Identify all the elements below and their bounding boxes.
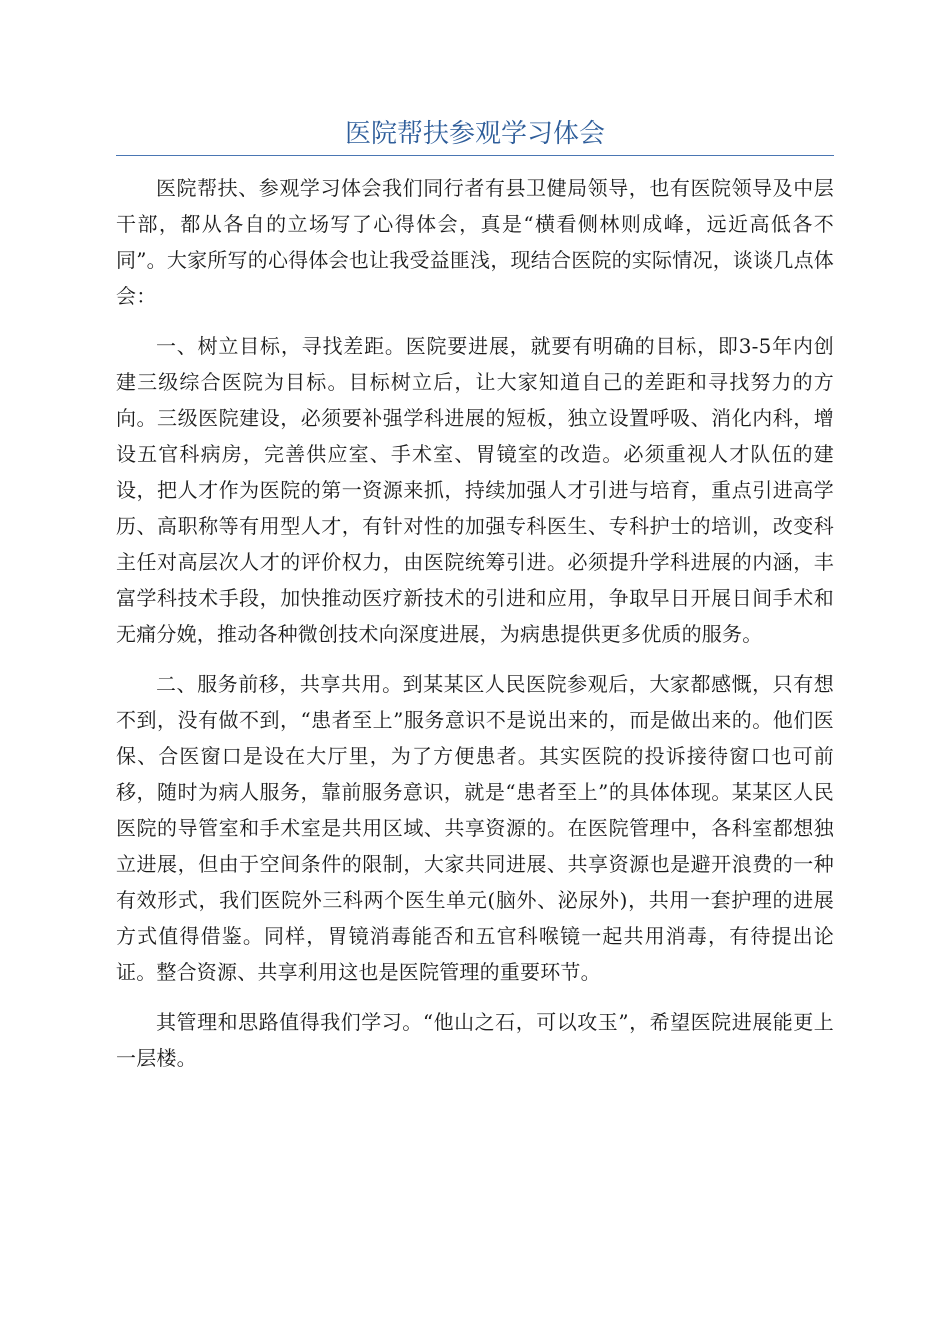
- document-title: 医院帮扶参观学习体会: [344, 119, 605, 149]
- paragraph-intro: 医院帮扶、参观学习体会我们同行者有县卫健局领导，也有医院领导及中层干部，都从各自的立场写了心得体会，真是“横看侧林则成峰，远近高低各不同”。大家所写的心得体会也让我受益匪浅，现结合医院的实际情况，谈谈几点体会：: [116, 176, 834, 308]
- paragraph-conclusion: 其管理和思路值得我们学习。“他山之石，可以攻玉”，希望医院进展能更上一层楼。: [116, 1010, 834, 1070]
- title-underline-rule: [116, 155, 834, 156]
- paragraph-section-one: 一、树立目标，寻找差距。医院要进展，就要有明确的目标，即3-5年内创建三级综合医院为目标。目标树立后，让大家知道自己的差距和寻找努力的方向。三级医院建设，必须要补强学科进展的短板，独立设置呼吸、消化内科，增设五官科病房，完善供应室、手术室、胃镜室的改造。必须重视人才队伍的建设，把人才作为医院的第一资源来抓，持续加强人才引进与培育，重点引进高学历、高职称等有用型人才，有针对性的加强专科医生、专科护士的培训，改变科主任对高层次人才的评价权力，由医院统筹引进。必须提升学科进展的内涵，丰富学科技术手段，加快推动医疗新技术的引进和应用，争取早日开展日间手术和无痛分娩，推动各种微创技术向深度进展，为病患提供更多优质的服务。: [116, 334, 834, 646]
- document-body: [116, 170, 834, 1090]
- paragraph-section-two: 二、服务前移，共享共用。到某某区人民医院参观后，大家都感慨，只有想不到，没有做不到，“患者至上”服务意识不是说出来的，而是做出来的。他们医保、合医窗口是设在大厅里，为了方便患者。其实医院的投诉接待窗口也可前移，随时为病人服务，靠前服务意识，就是“患者至上”的具体体现。某某区人民医院的导管室和手术室是共用区域、共享资源的。在医院管理中，各科室都想独立进展，但由于空间条件的限制，大家共同进展、共享资源也是避开浪费的一种有效形式，我们医院外三科两个医生单元(脑外、泌尿外)，共用一套护理的进展方式值得借鉴。同样，胃镜消毒能否和五官科喉镜一起共用消毒，有待提出论证。整合资源、共享利用这也是医院管理的重要环节。: [116, 672, 834, 984]
